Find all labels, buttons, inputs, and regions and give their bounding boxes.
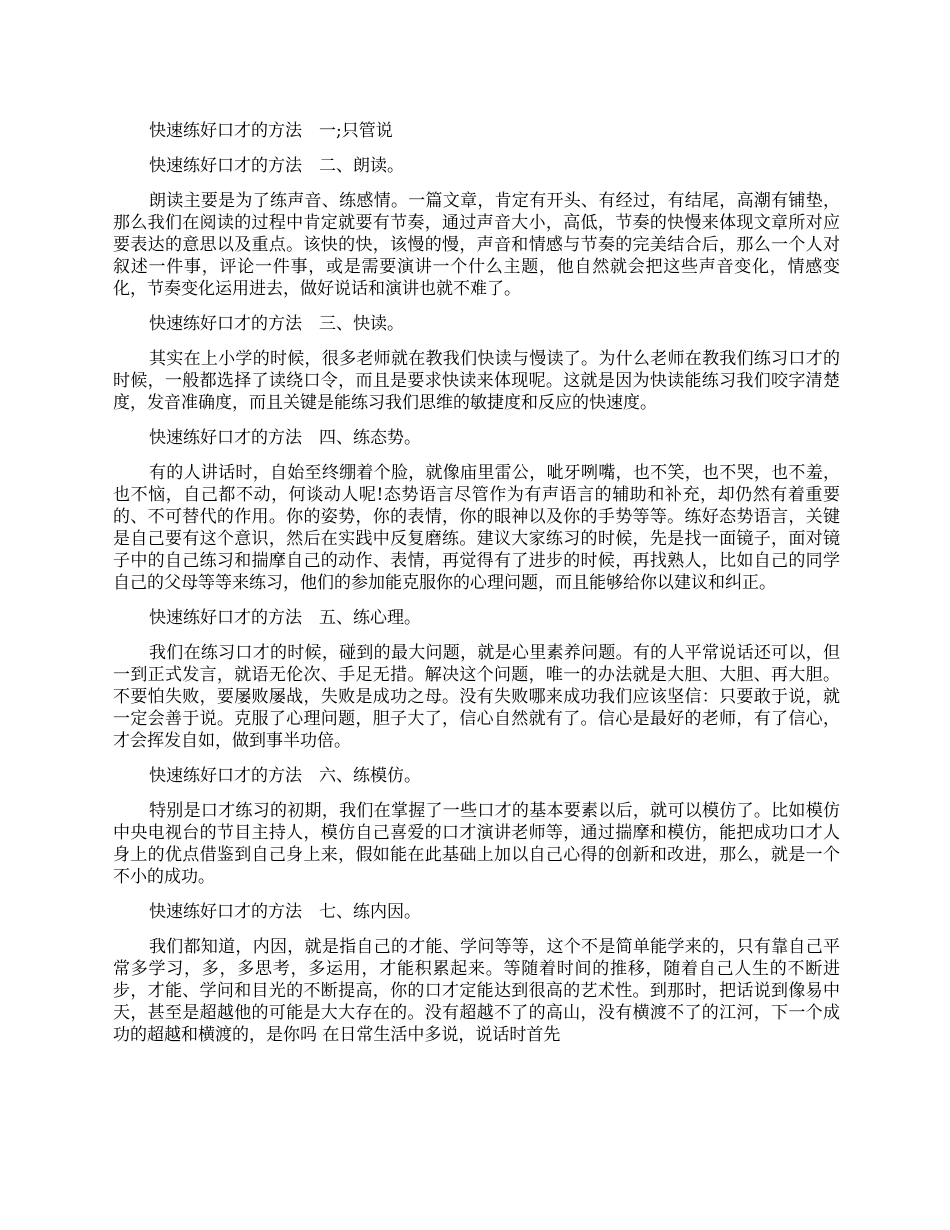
section-heading-3: 快速练好口才的方法 三、快读。 bbox=[149, 314, 404, 334]
document-body bbox=[113, 120, 840, 1059]
paragraph-imitation: 特别是口才练习的初期，我们在掌握了一些口才的基本要素以后，就可以模仿了。比如模仿中央电视台的节目主持人，模仿自己喜爱的口才演讲老师等，通过揣摩和模仿，能把成功口才人身上的优点借鉴到自己身上来，假如能在此基础上加以自己心得的创新和改进，那么，就是一个不小的成功。 bbox=[113, 801, 840, 887]
section-heading-6: 快速练好口才的方法 六、练模仿。 bbox=[149, 766, 421, 786]
section-heading-5: 快速练好口才的方法 五、练心理。 bbox=[149, 608, 421, 628]
paragraph-reading: 朗读主要是为了练声音、练感情。一篇文章，肯定有开头、有经过，有结尾，高潮有铺垫，那么我们在阅读的过程中肯定就要有节奏，通过声音大小，高低，节奏的快慢来体现文章所对应要表达的意思以及重点。该快的快，该慢的慢，声音和情感与节奏的完美结合后，那么一个人对叙述一件事，评论一件事，或是需要演讲一个什么主题，他自然就会把这些声音变化，情感变化，节奏变化运用进去，做好说话和演讲也就不难了。 bbox=[113, 191, 840, 299]
section-heading-2: 快速练好口才的方法 二、朗读。 bbox=[149, 156, 404, 176]
paragraph-posture: 有的人讲话时，自始至终绷着个脸，就像庙里雷公，呲牙咧嘴，也不笑，也不哭，也不羞，也不恼，自己都不动，何谈动人呢!态势语言尽管作为有声语言的辅助和补充，却仍然有着重要的、不可替代的作用。你的姿势，你的表情，你的眼神以及你的手势等等。练好态势语言，关键是自己要有这个意识，然后在实践中反复磨练。建议大家练习的时候，先是找一面镜子，面对镜子中的自己练习和揣摩自己的动作、表情，再觉得有了进步的时候，再找熟人，比如自己的同学自己的父母等等来练习，他们的参加能克服你的心理问题，而且能够给你以建议和纠正。 bbox=[113, 463, 840, 593]
section-heading-1: 快速练好口才的方法 一;只管说 bbox=[149, 121, 393, 141]
paragraph-psychology: 我们在练习口才的时候，碰到的最大问题，就是心里素养问题。有的人平常说话还可以，但一到正式发言，就语无伦次、手足无措。解决这个问题，唯一的办法就是大胆、大胆、再大胆。不要怕失败，要屡败屡战，失败是成功之母。没有失败哪来成功我们应该坚信：只要敢于说，就一定会善于说。克服了心理问题，胆子大了，信心自然就有了。信心是最好的老师，有了信心，才会挥发自如，做到事半功倍。 bbox=[113, 643, 840, 751]
paragraph-fast-reading: 其实在上小学的时候，很多老师就在教我们快读与慢读了。为什么老师在教我们练习口才的时候，一般都选择了读绕口令，而且是要求快读来体现呢。这就是因为快读能练习我们咬字清楚度，发音准确度，而且关键是能练习我们思维的敏捷度和反应的快速度。 bbox=[113, 349, 840, 413]
section-heading-4: 快速练好口才的方法 四、练态势。 bbox=[149, 428, 421, 448]
section-heading-7: 快速练好口才的方法 七、练内因。 bbox=[149, 902, 421, 922]
paragraph-internal-factors: 我们都知道，内因，就是指自己的才能、学问等等，这个不是简单能学来的，只有靠自己平常多学习，多，多思考，多运用，才能积累起来。等随着时间的推移，随着自己人生的不断进步，才能、学问和目光的不断提高，你的口才定能达到很高的艺术性。到那时，把话说到像易中天，甚至是超越他的可能是大大存在的。没有超越不了的高山，没有横渡不了的江河，下一个成功的超越和横渡的，是你吗 在日常生活中多说，说话时首先 bbox=[113, 937, 840, 1045]
